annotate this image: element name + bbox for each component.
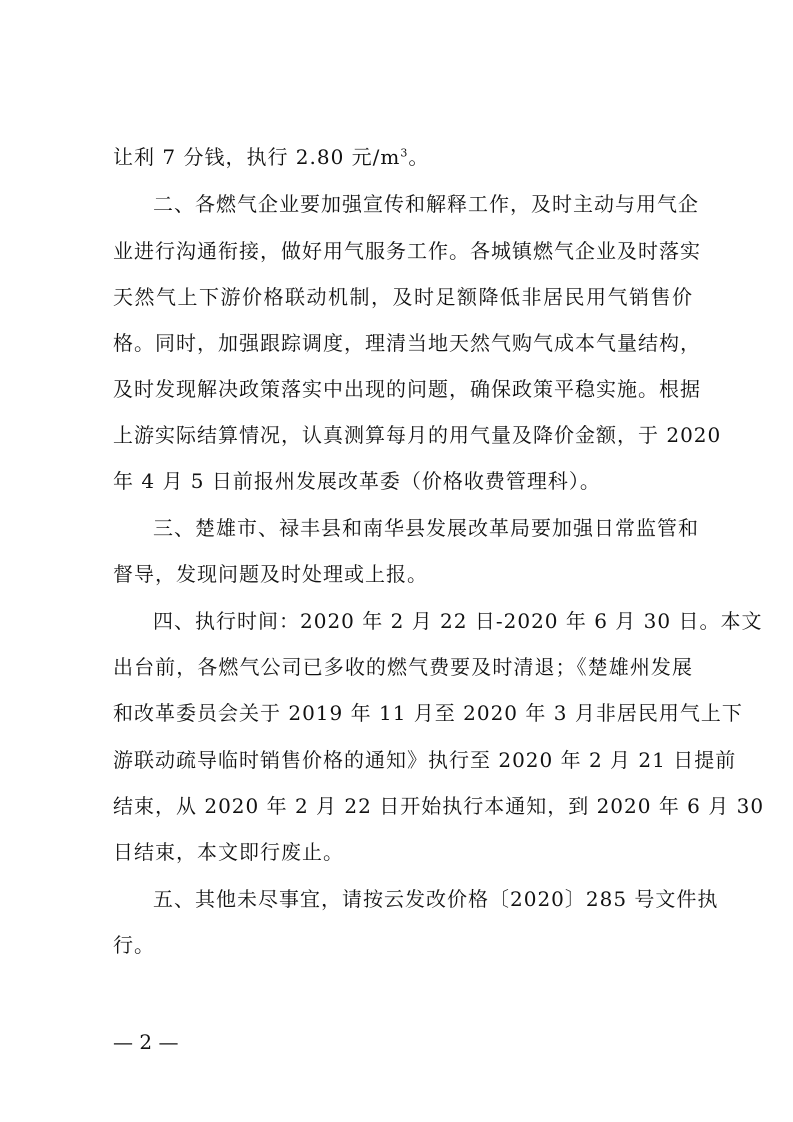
body-line-14: 游联动疏导临时销售价格的通知》执行至 2020 年 2 月 21 日提前 <box>113 748 737 772</box>
body-line-11: 四、执行时间：2020 年 2 月 22 日-2020 年 6 月 30 日。本文 <box>153 609 763 633</box>
body-line-3: 业进行沟通衔接，做好用气服务工作。各城镇燃气企业及时落实 <box>113 239 701 263</box>
body-line-9: 三、楚雄市、禄丰县和南华县发展改革局要加强日常监管和 <box>153 516 699 540</box>
body-line-17: 五、其他未尽事宜，请按云发改价格〔2020〕285 号文件执 <box>153 887 719 911</box>
body-line-18: 行。 <box>113 933 155 957</box>
body-line-5: 格。同时，加强跟踪调度，理清当地天然气购气成本气量结构， <box>113 331 701 355</box>
body-line-7: 上游实际结算情况，认真测算每月的用气量及降价金额，于 2020 <box>113 423 722 447</box>
page-number: — 2 — <box>113 1030 179 1054</box>
body-line-2: 二、各燃气企业要加强宣传和解释工作，及时主动与用气企 <box>153 192 699 216</box>
body-line-10: 督导，发现问题及时处理或上报。 <box>113 562 428 586</box>
body-line-1 <box>113 145 693 169</box>
body-line-8: 年 4 月 5 日前报州发展改革委（价格收费管理科）。 <box>113 469 601 493</box>
body-line-4: 天然气上下游价格联动机制，及时足额降低非居民用气销售价 <box>113 285 693 309</box>
cubic-superscript: 3 <box>400 146 409 160</box>
body-line-15: 结束，从 2020 年 2 月 22 日开始执行本通知，到 2020 年 6 月 30 <box>113 794 765 818</box>
body-line-1-text: 让利 7 分钱，执行 2.80 元/m <box>113 145 401 169</box>
body-line-12: 出台前，各燃气公司已多收的燃气费要及时清退；《楚雄州发展 <box>113 655 693 679</box>
body-line-6: 及时发现解决政策落实中出现的问题，确保政策平稳实施。根据 <box>113 377 701 401</box>
body-line-13: 和改革委员会关于 2019 年 11 月至 2020 年 3 月非居民用气上下 <box>113 701 743 725</box>
body-line-16: 日结束，本文即行废止。 <box>113 840 344 864</box>
body-line-1-end: 。 <box>408 145 430 169</box>
